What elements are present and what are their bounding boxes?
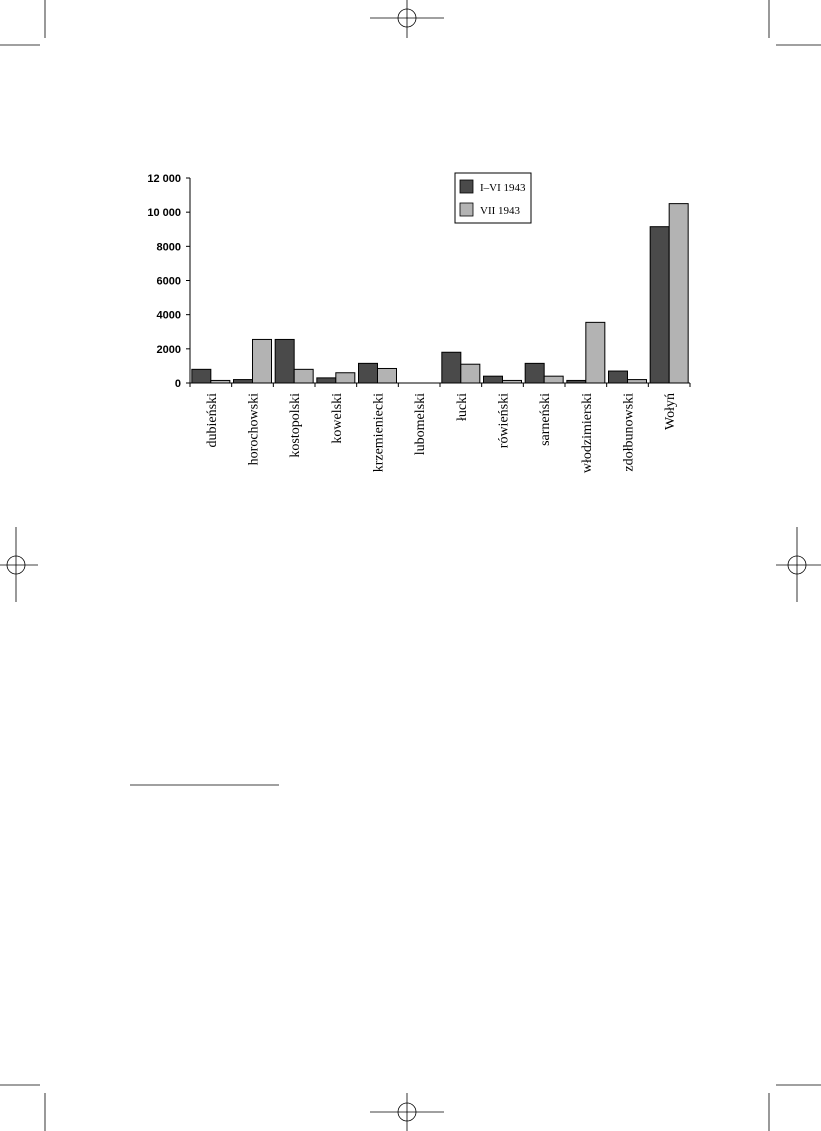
x-category-label: lubomelski <box>413 393 429 456</box>
x-category-label: kowelski <box>329 393 345 444</box>
bar-series-2-11 <box>669 204 688 383</box>
bar-series-1-11 <box>650 227 669 383</box>
bar-series-1-3 <box>317 378 336 383</box>
y-tick-label: 2000 <box>156 343 181 356</box>
legend-label-series-2: VII 1943 <box>480 205 521 217</box>
bar-series-2-1 <box>253 339 272 383</box>
bar-series-2-9 <box>586 322 605 383</box>
x-category-label: rówieński <box>496 393 512 449</box>
y-tick-label: 6000 <box>156 275 181 288</box>
x-category-label: Wołyń <box>663 393 679 430</box>
x-category-label: włodzimierski <box>579 393 595 474</box>
bar-series-1-7 <box>484 376 503 383</box>
y-tick-label: 12 000 <box>147 173 181 185</box>
x-category-label: sarneński <box>538 393 554 446</box>
bar-series-1-6 <box>442 352 461 383</box>
legend-swatch-series-2 <box>460 203 473 216</box>
bar-series-2-10 <box>628 380 647 383</box>
y-tick-label: 0 <box>174 378 181 390</box>
y-axis-ticks <box>147 173 190 390</box>
y-tick-label: 4000 <box>156 309 181 322</box>
x-category-label: łucki <box>454 393 470 421</box>
bars-layer <box>192 204 688 383</box>
y-tick-label: 8000 <box>156 241 181 254</box>
legend-label-series-1: I–VI 1943 <box>480 182 526 194</box>
bar-series-2-6 <box>461 364 480 383</box>
bar-series-1-0 <box>192 369 211 383</box>
bar-series-2-2 <box>294 369 313 383</box>
y-tick-label: 10 000 <box>147 207 181 220</box>
bar-series-2-4 <box>378 368 397 383</box>
x-category-label: krzemieniecki <box>371 393 387 473</box>
bar-series-2-8 <box>544 376 563 383</box>
legend <box>455 173 531 223</box>
bar-series-1-4 <box>359 363 378 383</box>
bar-series-1-10 <box>609 371 628 383</box>
x-category-label: horochowski <box>246 393 262 466</box>
bar-series-1-8 <box>525 363 544 383</box>
x-category-label: kostopolski <box>288 393 304 458</box>
legend-swatch-series-1 <box>460 180 473 193</box>
x-category-label: zdołbunowski <box>621 393 637 472</box>
bar-series-2-3 <box>336 373 355 383</box>
x-axis-ticks <box>190 383 690 473</box>
x-category-label: dubieński <box>204 393 220 448</box>
bar-series-1-1 <box>234 380 253 383</box>
bar-series-1-2 <box>275 339 294 383</box>
